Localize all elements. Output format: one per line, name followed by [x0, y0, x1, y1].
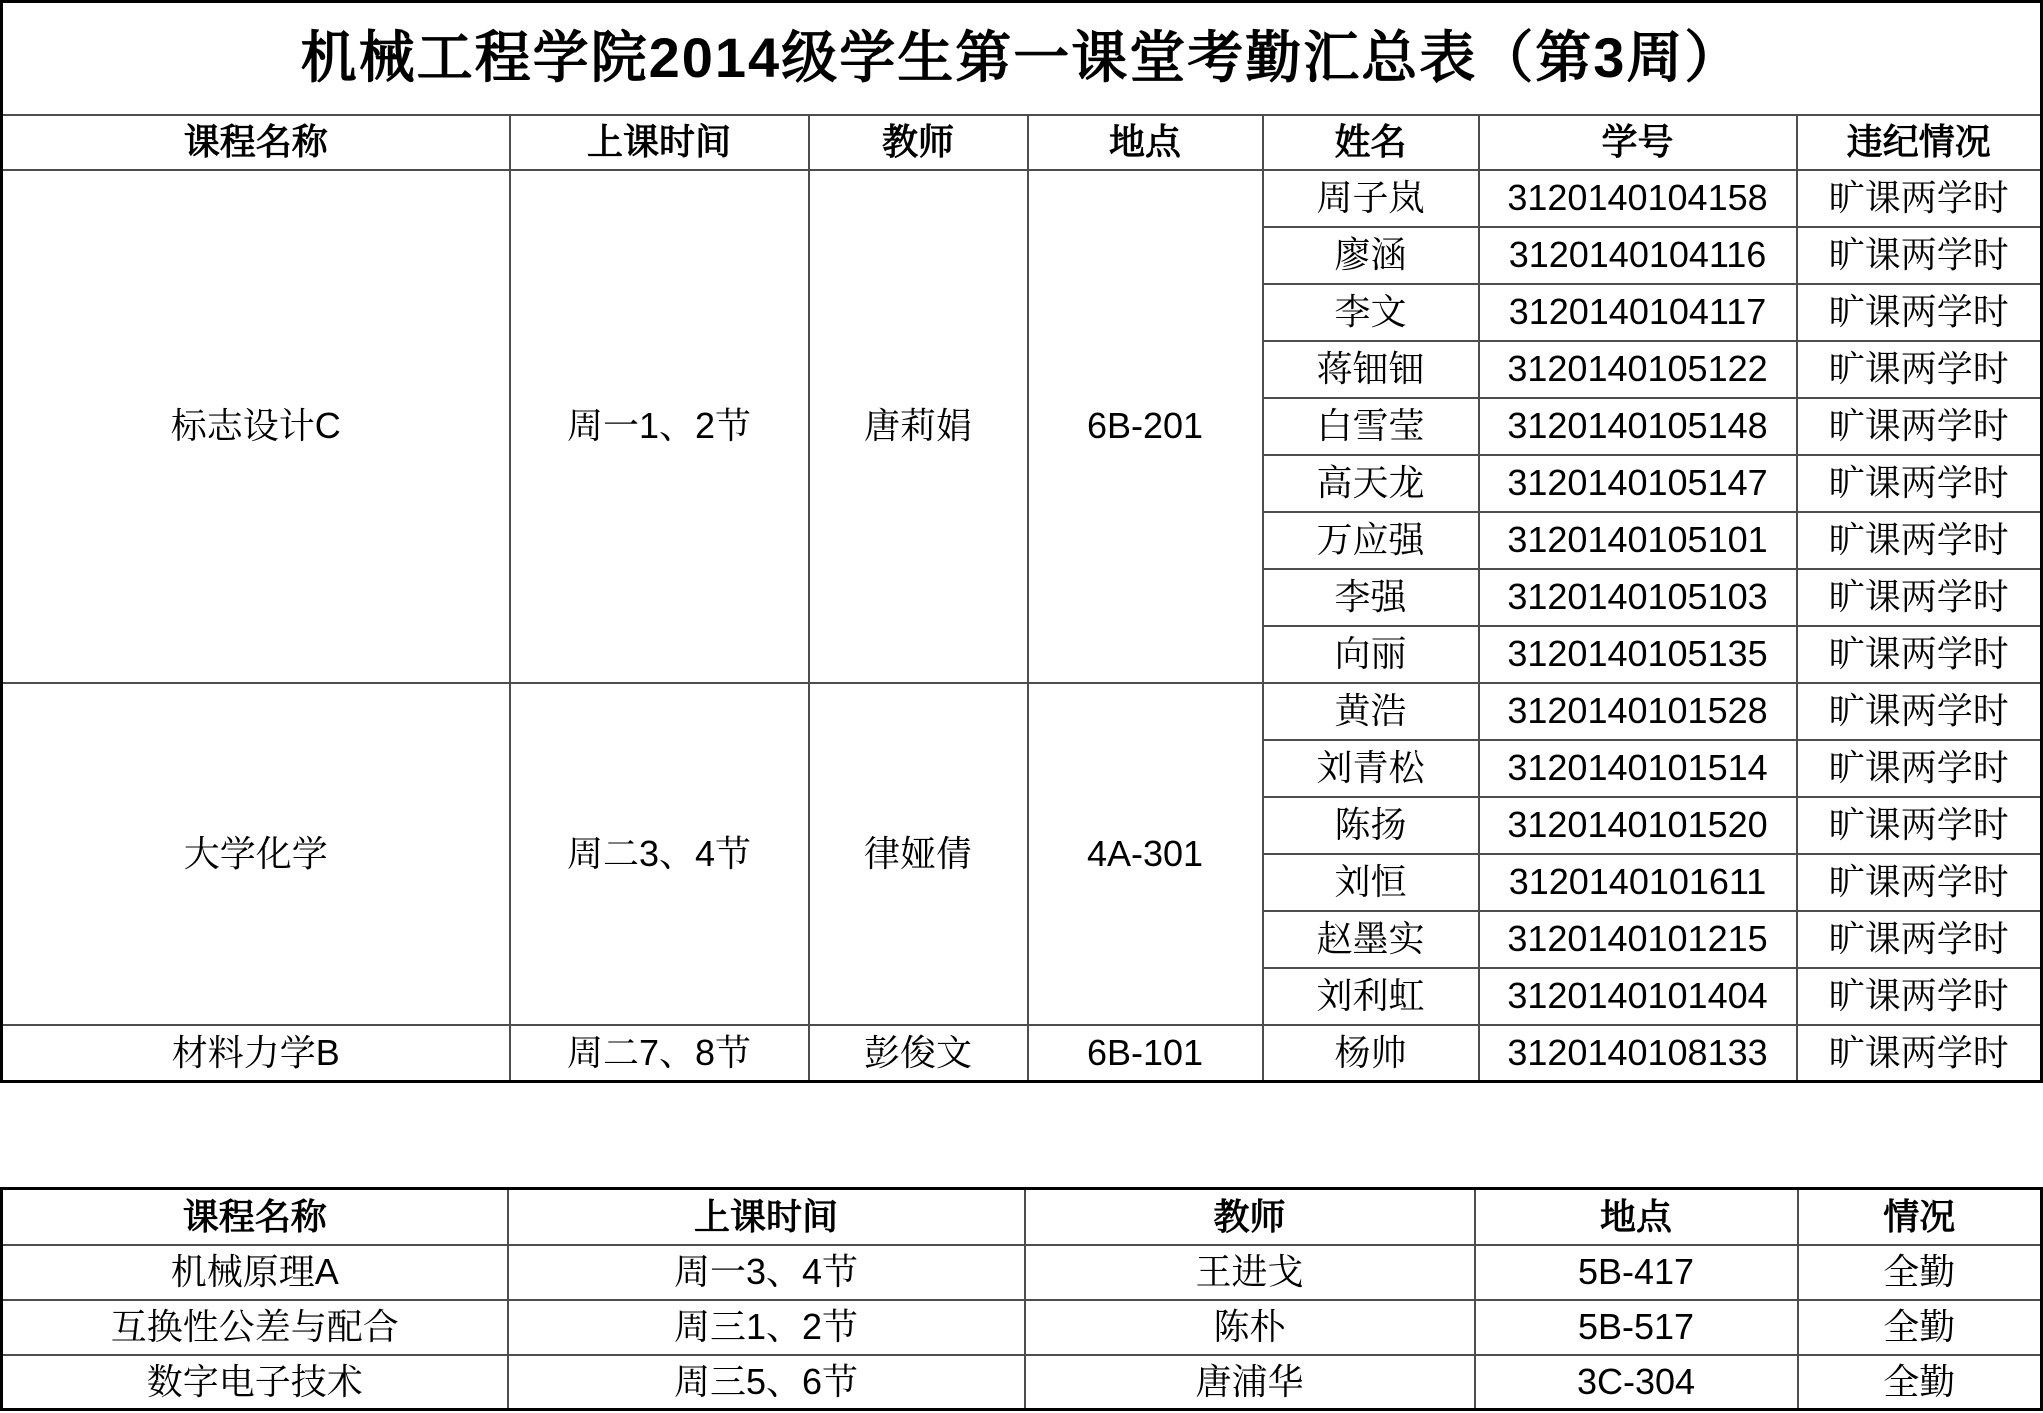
attendance-header-1: 上课时间: [510, 115, 809, 170]
teacher-cell: 律娅倩: [809, 683, 1028, 1025]
course-cell: 机械原理A: [2, 1245, 508, 1300]
summary-header-2: 教师: [1025, 1189, 1475, 1245]
attendance-row: [2, 683, 2042, 740]
student-id-cell: 3120140105122: [1479, 341, 1797, 398]
summary-row: [2, 1355, 2042, 1410]
student-name-cell: 黄浩: [1263, 683, 1479, 740]
student-name-cell: 李文: [1263, 284, 1479, 341]
location-cell: 3C-304: [1475, 1355, 1798, 1410]
summary-header-1: 上课时间: [508, 1189, 1025, 1245]
violation-cell: 旷课两学时: [1797, 284, 2042, 341]
student-name-cell: 高天龙: [1263, 455, 1479, 512]
page-title: 机械工程学院2014级学生第一课堂考勤汇总表（第3周）: [2, 2, 2042, 115]
status-cell: 全勤: [1798, 1300, 2042, 1355]
course-cell: 标志设计C: [2, 170, 510, 683]
student-id-cell: 3120140101514: [1479, 740, 1797, 797]
student-name-cell: 刘青松: [1263, 740, 1479, 797]
student-name-cell: 廖涵: [1263, 227, 1479, 284]
violation-cell: 旷课两学时: [1797, 569, 2042, 626]
student-id-cell: 3120140105103: [1479, 569, 1797, 626]
summary-header-4: 情况: [1798, 1189, 2042, 1245]
violation-cell: 旷课两学时: [1797, 1025, 2042, 1082]
student-id-cell: 3120140101611: [1479, 854, 1797, 911]
teacher-cell: 陈朴: [1025, 1300, 1475, 1355]
summary-row: [2, 1300, 2042, 1355]
course-cell: 材料力学B: [2, 1025, 510, 1082]
student-id-cell: 3120140101528: [1479, 683, 1797, 740]
student-id-cell: 3120140101215: [1479, 911, 1797, 968]
violation-cell: 旷课两学时: [1797, 683, 2042, 740]
attendance-header-0: 课程名称: [2, 115, 510, 170]
student-id-cell: 3120140104117: [1479, 284, 1797, 341]
student-id-cell: 3120140104158: [1479, 170, 1797, 227]
student-name-cell: 杨帅: [1263, 1025, 1479, 1082]
teacher-cell: 唐浦华: [1025, 1355, 1475, 1410]
teacher-cell: 王进戈: [1025, 1245, 1475, 1300]
student-id-cell: 3120140101520: [1479, 797, 1797, 854]
student-name-cell: 刘恒: [1263, 854, 1479, 911]
violation-cell: 旷课两学时: [1797, 797, 2042, 854]
student-id-cell: 3120140105101: [1479, 512, 1797, 569]
attendance-header-6: 违纪情况: [1797, 115, 2042, 170]
location-cell: 5B-517: [1475, 1300, 1798, 1355]
status-cell: 全勤: [1798, 1245, 2042, 1300]
student-name-cell: 赵墨实: [1263, 911, 1479, 968]
course-cell: 互换性公差与配合: [2, 1300, 508, 1355]
location-cell: 6B-101: [1028, 1025, 1263, 1082]
violation-cell: 旷课两学时: [1797, 626, 2042, 683]
attendance-header-row: [2, 115, 2042, 170]
location-cell: 6B-201: [1028, 170, 1263, 683]
teacher-cell: 唐莉娟: [809, 170, 1028, 683]
student-name-cell: 周子岚: [1263, 170, 1479, 227]
student-name-cell: 白雪莹: [1263, 398, 1479, 455]
student-id-cell: 3120140105147: [1479, 455, 1797, 512]
student-name-cell: 刘利虹: [1263, 968, 1479, 1025]
time-cell: 周三1、2节: [508, 1300, 1025, 1355]
summary-table-body: [2, 1189, 2042, 1410]
title-row: [2, 2, 2042, 115]
student-id-cell: 3120140108133: [1479, 1025, 1797, 1082]
course-cell: 大学化学: [2, 683, 510, 1025]
violation-cell: 旷课两学时: [1797, 341, 2042, 398]
violation-cell: 旷课两学时: [1797, 398, 2042, 455]
violation-cell: 旷课两学时: [1797, 968, 2042, 1025]
violation-cell: 旷课两学时: [1797, 455, 2042, 512]
violation-cell: 旷课两学时: [1797, 854, 2042, 911]
student-id-cell: 3120140105135: [1479, 626, 1797, 683]
student-name-cell: 陈扬: [1263, 797, 1479, 854]
student-name-cell: 向丽: [1263, 626, 1479, 683]
violation-cell: 旷课两学时: [1797, 911, 2042, 968]
summary-header-row: [2, 1189, 2042, 1245]
attendance-header-5: 学号: [1479, 115, 1797, 170]
location-cell: 5B-417: [1475, 1245, 1798, 1300]
student-id-cell: 3120140101404: [1479, 968, 1797, 1025]
time-cell: 周二7、8节: [510, 1025, 809, 1082]
attendance-header-2: 教师: [809, 115, 1028, 170]
time-cell: 周一1、2节: [510, 170, 809, 683]
student-id-cell: 3120140105148: [1479, 398, 1797, 455]
student-name-cell: 万应强: [1263, 512, 1479, 569]
attendance-table-body: [2, 2, 2042, 1082]
summary-header-3: 地点: [1475, 1189, 1798, 1245]
violation-cell: 旷课两学时: [1797, 170, 2042, 227]
time-cell: 周三5、6节: [508, 1355, 1025, 1410]
time-cell: 周二3、4节: [510, 683, 809, 1025]
summary-table: [0, 1187, 2043, 1411]
violation-cell: 旷课两学时: [1797, 512, 2042, 569]
attendance-row: [2, 170, 2042, 227]
location-cell: 4A-301: [1028, 683, 1263, 1025]
student-name-cell: 蒋钿钿: [1263, 341, 1479, 398]
time-cell: 周一3、4节: [508, 1245, 1025, 1300]
summary-row: [2, 1245, 2042, 1300]
student-id-cell: 3120140104116: [1479, 227, 1797, 284]
attendance-row: [2, 1025, 2042, 1082]
attendance-header-3: 地点: [1028, 115, 1263, 170]
violation-cell: 旷课两学时: [1797, 740, 2042, 797]
course-cell: 数字电子技术: [2, 1355, 508, 1410]
attendance-header-4: 姓名: [1263, 115, 1479, 170]
status-cell: 全勤: [1798, 1355, 2042, 1410]
summary-header-0: 课程名称: [2, 1189, 508, 1245]
violation-cell: 旷课两学时: [1797, 227, 2042, 284]
student-name-cell: 李强: [1263, 569, 1479, 626]
teacher-cell: 彭俊文: [809, 1025, 1028, 1082]
